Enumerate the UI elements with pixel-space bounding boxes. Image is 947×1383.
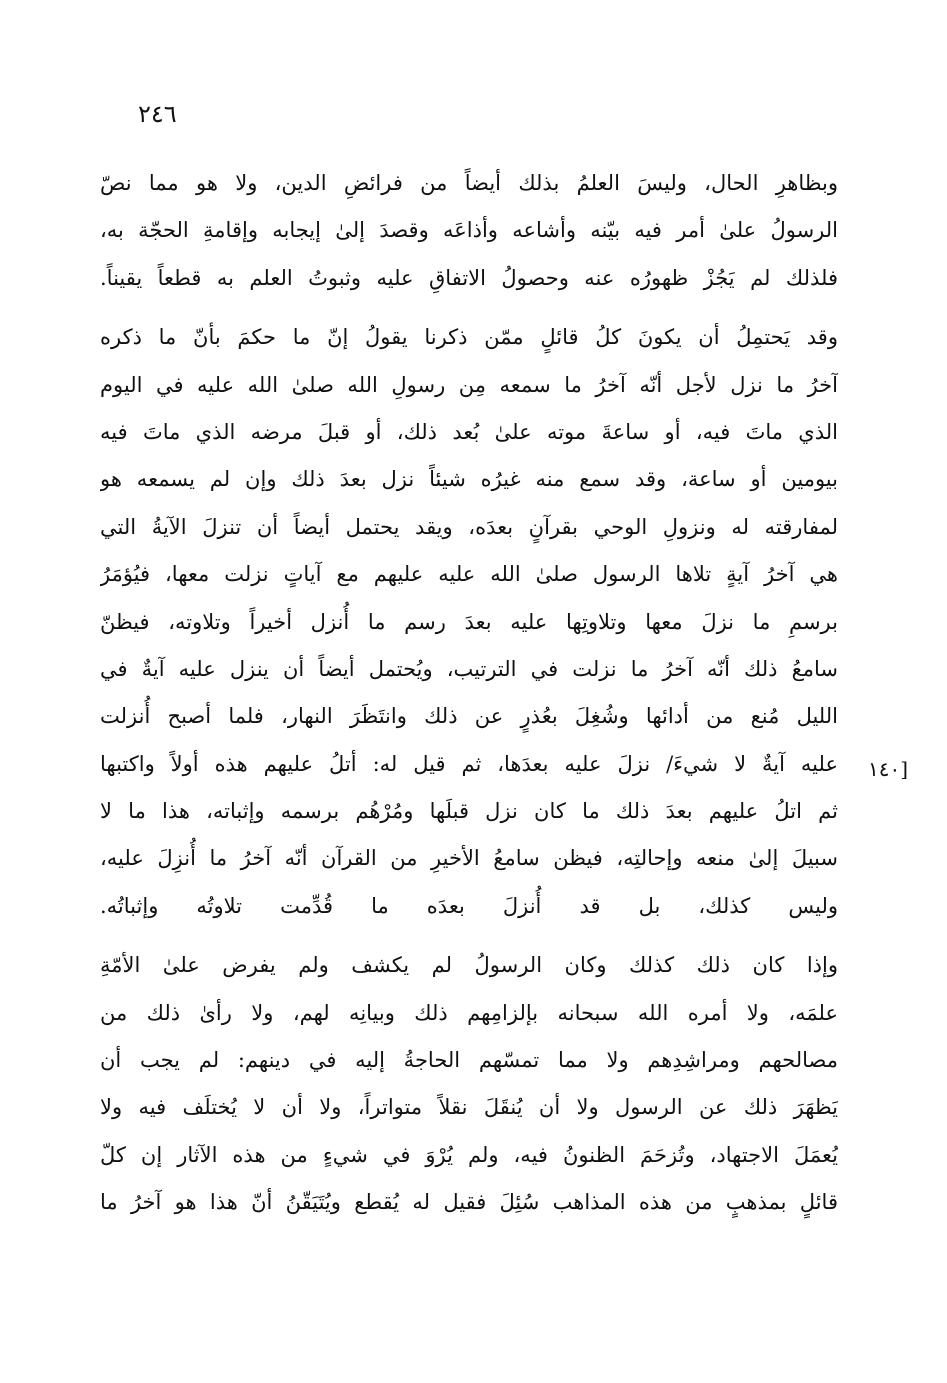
text-line: لمفارقته له ونزولِ الوحي بقرآنٍ بعدَه، ويقد يحتمل أيضاً أن تنزلَ الآيةُ التي [100,514,838,539]
text-line: مصالحهم ومراشِدِهم ولا مما تمسّهم الحاجةُ إليه في دينهم: لم يجب أن [100,1048,838,1073]
text-line: قائلٍ بمذهبٍ من هذه المذاهب سُئِلَ فقيل له يُقطع ويُتَيَقّنُ أنّ هذا هو آخرُ ما [100,1190,838,1215]
text-line: يَظهَرَ ذلك عن الرسول ولا أن يُنقَلَ نقلاً متواتراً، ولا أن لا يُختلَف فيه ولا [100,1095,838,1120]
text-line: بيومين أو ساعة، وقد سمع منه غيرُه شيئاً نزل بعدَ ذلك وإن لم يسمعه هو [100,467,838,492]
paragraph-gap [100,302,838,314]
paragraph-gap [100,930,838,942]
text-line: سامعُ ذلك أنّه آخرُ ما نزلت في الترتيب، ويُحتمل أيضاً أن ينزل عليه آيةٌ في [100,656,838,681]
text-line: وإذا كان ذلك كذلك وكان الرسولُ لم يكشف ولم يفرض علىٰ الأمّةِ [100,953,838,978]
text-line: آخرُ ما نزل لأجل أنّه آخرُ ما سمعه مِن رسولِ الله صلىٰ الله عليه في اليوم [100,372,838,397]
paragraph-1 [100,160,838,302]
text-line: عليه آيةٌ لا شيءَ/ نزلَ عليه بعدَها، ثم قيل له: أتلُ عليهم هذه أولاً واكتبها [100,751,838,776]
text-line: وقد يَحتمِلُ أن يكونَ كلُ قائلٍ ممّن ذكرنا يقولُ إنّ ما حكمَ بأنّ ما ذكره [100,325,838,350]
page-body [100,160,838,1227]
paragraph-2 [100,314,838,930]
text-line: سبيلَ إلىٰ منعه وإحالتِه، فيظن سامعُ الأخيرِ من القرآن أنّه آخرُ ما أُنزِلَ عليه، [100,846,838,871]
page-number: ٢٤٦ [138,100,177,128]
text-line: الذي ماتَ فيه، أو ساعةَ موته علىٰ بُعد ذلك، أو قبلَ مرضه الذي ماتَ فيه [100,419,838,444]
text-line: فلذلك لم يَجُزْ ظهورُه عنه وحصولُ الاتفاقِ عليه وثبوتُ العلم به قطعاً يقيناً. [100,265,838,290]
text-line: برسمِ ما نزلَ معها وتلاوتِها عليه بعدَ رسم ما أُنزل أخيراً وتلاوته، فيظنّ [100,609,838,634]
paragraph-3 [100,942,838,1226]
text-line: الليل مُنع من أدائها وشُغِلَ بعُذرٍ عن ذلك وانتَظَرَ النهار، فلما أصبح أُنزلت [100,704,838,729]
text-line: ثم اتلُ عليهم بعدَ ذلك ما كان نزل قبلَها ومُرْهُم برسمه وإثباته، هذا ما لا [100,799,838,824]
text-line: يُعمَلَ الاجتهاد، وتُزحَمَ الظنونُ فيه، ولم يُرْوَ في شيءٍ من هذه الآثار إن كلّ [100,1142,838,1167]
text-line: هي آخرُ آيةٍ تلاها الرسول صلىٰ الله عليه عليهم مع آياتٍ نزلت معها، فيُؤمَرُ [100,562,838,587]
margin-folio-note: [١٤٠ [867,757,908,781]
text-line: وبظاهرِ الحال، وليسَ العلمُ بذلك أيضاً من فرائضِ الدين، ولا هو مما نصّ [100,171,838,195]
text-line: علمَه، ولا أمره الله سبحانه بإلزامِهم ذلك وبيانِه لهم، ولا رأىٰ ذلك من [100,1000,838,1025]
text-line: الرسولُ علىٰ أمر فيه بيّنه وأشاعه وأذاعَه وقصدَ إلىٰ إيجابه وإقامةِ الحجّة به، [100,218,838,243]
text-line: وليس كذلك، بل قد أُنزلَ بعدَه ما قُدِّمت تلاوتُه وإثباتُه. [100,893,838,918]
